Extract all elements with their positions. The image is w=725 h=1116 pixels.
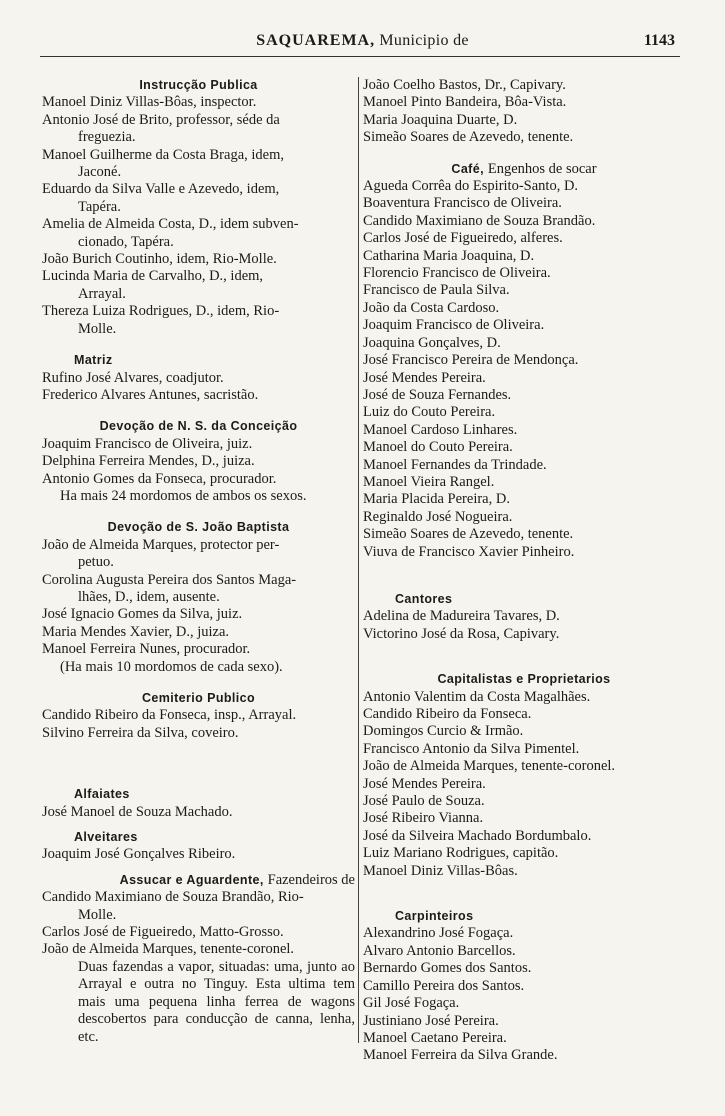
list-item: João da Costa Cardoso. — [363, 299, 500, 316]
list-item: Manoel Pinto Bandeira, Bôa-Vista. — [363, 94, 567, 111]
list-item: Francisco de Paula Silva. — [363, 282, 510, 299]
list-item: Florencio Francisco de Oliveira. — [363, 265, 551, 282]
section-heading-cantores: Cantores — [395, 591, 453, 606]
list-item: Reginaldo José Nogueira. — [363, 508, 513, 525]
list-item: José Manoel de Souza Machado. — [42, 803, 233, 820]
section-heading-instrucao: Instrucção Publica — [139, 78, 258, 92]
list-item: Luiz Mariano Rodrigues, capitão. — [363, 845, 559, 862]
list-item: José de Souza Fernandes. — [363, 386, 512, 403]
list-item: João de Almeida Marques, protector per- petuo. — [42, 536, 280, 571]
list-item: Amelia de Almeida Costa, D., idem subven- cionado, Tapéra. — [42, 216, 299, 250]
list-item: Domingos Curcio & Irmão. — [363, 723, 524, 740]
list-item: Francisco Antonio da Silva Pimentel. — [363, 740, 580, 757]
section-heading-cemiterio: Cemiterio Publico — [141, 691, 256, 705]
list-item: Rufino José Alvares, coadjutor. — [42, 369, 224, 386]
section-heading-alveitares: Alveitares — [74, 830, 138, 845]
list-item: Luiz do Couto Pereira. — [363, 404, 496, 421]
list-item: Manoel Ferreira da Silva Grande. — [363, 1047, 558, 1064]
list-item: Manoel Fernandes da Trindade. — [363, 456, 547, 473]
left-column — [42, 77, 355, 1046]
list-item: Corolina Augusta Pereira dos Santos Maga- lhães, D., idem, ausente. — [42, 571, 297, 605]
list-item: Candido Maximiano de Souza Brandão, Rio- Molle. — [42, 889, 304, 923]
section-heading-capitalistas: Capitalistas e Proprietarios — [437, 672, 611, 687]
list-item: João Coelho Bastos, Dr., Capivary. — [363, 77, 566, 93]
list-item: Catharina Maria Joaquina, D. — [363, 247, 535, 264]
section-heading-alfaiates: Alfaiates — [74, 787, 130, 802]
list-item: Maria Joaquina Duarte, D. — [363, 111, 518, 128]
list-item: José Mendes Pereira. — [363, 369, 486, 386]
list-item: Eduardo da Silva Valle e Azevedo, idem, Tapéra. — [42, 181, 280, 215]
list-item: Candido Ribeiro da Fonseca. — [363, 706, 532, 722]
right-column — [363, 77, 685, 1065]
list-item: Candido Ribeiro da Fonseca, insp., Arrayal. — [42, 707, 297, 724]
list-item: José Ignacio Gomes da Silva, juiz. — [42, 606, 243, 623]
list-item: Agueda Corrêa do Espirito-Santo, D. — [363, 178, 579, 195]
list-item: João Burich Coutinho, idem, Rio-Molle. — [42, 251, 277, 268]
list-item: Manoel Diniz Villas-Bôas, inspector. — [42, 94, 257, 111]
section-note: Ha mais 24 mordomos de ambos os sexos. — [60, 487, 307, 504]
list-item: Joaquina Gonçalves, D. — [363, 334, 501, 351]
header-rule — [40, 56, 680, 57]
list-item: Maria Placida Pereira, D. — [363, 491, 510, 508]
list-item: Joaquim José Gonçalves Ribeiro. — [42, 846, 236, 863]
list-item: Viuva de Francisco Xavier Pinheiro. — [363, 543, 575, 560]
section-heading-assucar: Assucar e Aguardente, Fazendeiros de — [119, 871, 355, 888]
list-item: Gil José Fogaça. — [363, 995, 460, 1012]
list-item: Adelina de Madureira Tavares, D. — [363, 608, 560, 625]
list-item: José Francisco Pereira de Mendonça. — [363, 352, 579, 369]
list-item: Bernardo Gomes dos Santos. — [363, 960, 532, 977]
list-item: João de Almeida Marques, tenente-coronel. — [363, 758, 616, 775]
list-item: Candido Maximiano de Souza Brandão. — [363, 212, 596, 229]
list-item: Manoel Ferreira Nunes, procurador. — [42, 641, 251, 658]
list-item: Joaquim Francisco de Oliveira, juiz. — [42, 435, 253, 452]
list-item: Manoel do Couto Pereira. — [363, 439, 513, 456]
list-item: José Ribeiro Vianna. — [363, 810, 484, 827]
section-note: (Ha mais 10 mordomos de cada sexo). — [60, 658, 283, 675]
list-item: Simeão Soares de Azevedo, tenente. — [363, 526, 574, 543]
list-item: Manoel Guilherme da Costa Braga, idem, Jaconé. — [42, 146, 285, 181]
section-instrucao — [42, 94, 355, 338]
list-item: Victorino José da Rosa, Capivary. — [363, 625, 560, 642]
list-item: Alvaro Antonio Barcellos. — [363, 942, 516, 959]
list-item: Alexandrino José Fogaça. — [363, 925, 514, 942]
list-item: José Paulo de Souza. — [363, 793, 485, 810]
list-item: Antonio José de Brito, professor, séde da freguezia. — [42, 111, 280, 146]
section-cafe — [363, 178, 685, 561]
list-item: Thereza Luiza Rodrigues, D., idem, Rio- Molle. — [42, 303, 280, 337]
list-item: Delphina Ferreira Mendes, D., juiza. — [42, 453, 255, 470]
list-item: Justiniano José Pereira. — [363, 1012, 499, 1029]
list-item: Carlos José de Figueiredo, alferes. — [363, 230, 563, 247]
list-item: José da Silveira Machado Bordumbalo. — [363, 827, 592, 844]
list-item: Boaventura Francisco de Oliveira. — [363, 195, 562, 212]
list-item: Simeão Soares de Azevedo, tenente. — [363, 129, 574, 146]
section-heading-conceicao: Devoção de N. S. da Conceição — [99, 419, 298, 434]
list-item: Camillo Pereira dos Santos. — [363, 977, 525, 994]
list-item: Manoel Cardoso Linhares. — [363, 421, 518, 438]
list-item: Carlos José de Figueiredo, Matto-Grosso. — [42, 924, 284, 941]
list-item: Antonio Valentim da Costa Magalhães. — [363, 688, 591, 705]
municipio-label: Municipio de — [379, 32, 469, 49]
running-title — [0, 32, 725, 50]
list-item: Silvino Ferreira da Silva, coveiro. — [42, 724, 239, 741]
list-item: Manoel Caetano Pereira. — [363, 1029, 507, 1046]
list-item: Manoel Diniz Villas-Bôas. — [363, 862, 518, 879]
section-heading-joao-baptista: Devoção de S. João Baptista — [107, 520, 290, 535]
page-header — [0, 32, 725, 54]
section-description: Duas fazendas a vapor, situadas: uma, junto ao Arrayal e outra no Tinguy. Esta ultima tem mais uma pequena linha ferrea de wagons descobertos para conducção de canna, lenha, etc. — [78, 958, 355, 1045]
page-number: 1143 — [643, 32, 675, 49]
list-item: Frederico Alvares Antunes, sacristão. — [42, 386, 259, 403]
list-item: João de Almeida Marques, tenente-coronel. — [42, 941, 295, 958]
list-item: Lucinda Maria de Carvalho, D., idem, Arrayal. — [42, 268, 264, 302]
section-heading-matriz: Matriz — [74, 353, 113, 368]
place-name: SAQUAREMA, — [256, 32, 376, 49]
section-heading-cafe: Café, Engenhos de socar — [451, 160, 597, 177]
section-heading-carpinteiros: Carpinteiros — [395, 909, 474, 924]
list-item: Antonio Gomes da Fonseca, procurador. — [42, 470, 277, 487]
list-item: Maria Mendes Xavier, D., juiza. — [42, 623, 230, 640]
list-item: Manoel Vieira Rangel. — [363, 473, 495, 490]
column-divider — [358, 77, 359, 1043]
list-item: Joaquim Francisco de Oliveira. — [363, 317, 545, 334]
list-item: José Mendes Pereira. — [363, 775, 486, 792]
